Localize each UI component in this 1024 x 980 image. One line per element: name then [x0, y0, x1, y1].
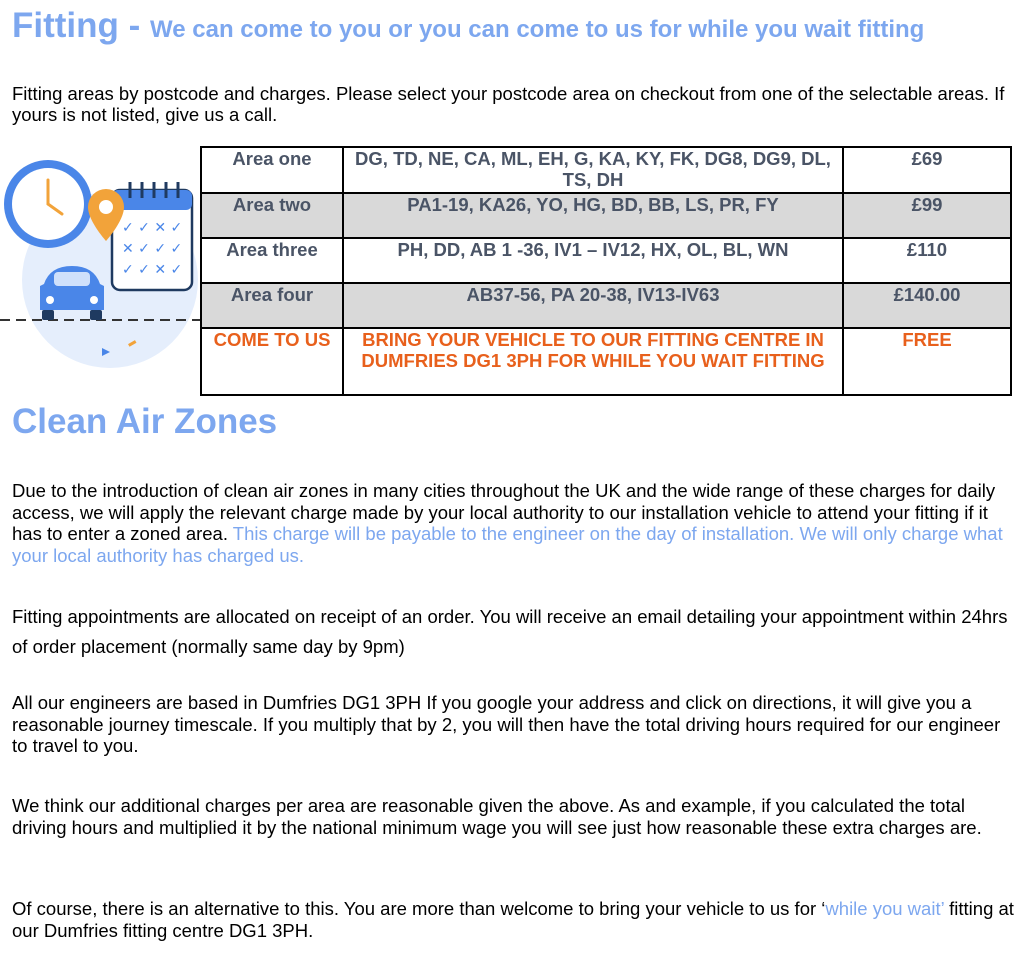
clean-air-paragraph [12, 480, 1018, 566]
area-postcodes: AB37-56, PA 20-38, IV13-IV63 [343, 283, 843, 328]
area-postcodes: BRING YOUR VEHICLE TO OUR FITTING CENTRE IN DUMFRIES DG1 3PH FOR WHILE YOU WAIT FITTING [343, 328, 843, 395]
alternative-text-end: fitting at our Dumfries fitting centre DG1 3PH. [12, 898, 1014, 941]
area-price: £99 [843, 193, 1011, 238]
area-price: £110 [843, 238, 1011, 283]
table-row [201, 238, 1011, 283]
area-price: FREE [843, 328, 1011, 395]
quote-mark: ‘ [821, 898, 826, 919]
table-row [201, 328, 1011, 395]
engineers-paragraph: All our engineers are based in Dumfries DG1 3PH If you google your address and click on directions, it will give you a reasonable journey timescale. If you multiply that by 2, you will then have the total driving hours required for our engineer to travel to you. [12, 692, 1001, 756]
alternative-text: Of course, there is an alternative to this. You are more than welcome to bring your vehicle to us for [12, 898, 822, 919]
calendar-icon [112, 182, 192, 290]
table-row [201, 283, 1011, 328]
area-name: Area two [201, 193, 343, 238]
area-name: Area four [201, 283, 343, 328]
clock-icon [4, 160, 92, 248]
calendar-clock-car-illustration [0, 152, 200, 377]
table-row [201, 193, 1011, 238]
while-you-wait-highlight: while you wait’ [825, 898, 945, 919]
page-subtitle: We can come to you or you can come to us for while you wait fitting [150, 16, 925, 43]
clean-air-text: Due to the introduction of clean air zones in many cities throughout the UK and the wide range of these charges for daily access, we will apply the relevant charge made by your local authority to our installation vehicle to attend your fitting if it has to enter a zoned area. [12, 480, 996, 544]
area-name: Area one [201, 147, 343, 193]
area-price: £140.00 [843, 283, 1011, 328]
fitting-areas-table [200, 146, 1012, 396]
table-row [201, 147, 1011, 193]
svg-text:✕ ✓ ✓ ✓: ✕ ✓ ✓ ✓ [122, 241, 183, 257]
clean-air-zones-heading: Clean Air Zones [12, 402, 278, 441]
clean-air-highlight: This charge will be payable to the engineer on the day of installation. We will only charge what your local authority has charged us. [12, 523, 1003, 566]
charges-paragraph: We think our additional charges per area are reasonable given the above. As and example, if you calculated the total driving hours and multiplied it by the national minimum wage you will see just how reasonable these extra charges are. [12, 795, 982, 838]
page-title-main: Fitting - [12, 6, 141, 45]
area-postcodes: PH, DD, AB 1 -36, IV1 – IV12, HX, OL, BL, WN [343, 238, 843, 283]
area-postcodes: PA1-19, KA26, YO, HG, BD, BB, LS, PR, FY [343, 193, 843, 238]
area-name: COME TO US [201, 328, 343, 395]
intro-text: Fitting areas by postcode and charges. Please select your postcode area on checkout from one of the selectable areas. If yours is not listed, give us a call. [12, 83, 1005, 125]
page-title [12, 6, 924, 46]
svg-text:✓ ✓ ✕ ✓: ✓ ✓ ✕ ✓ [122, 262, 183, 278]
area-name: Area three [201, 238, 343, 283]
area-price: £69 [843, 147, 1011, 193]
svg-text:✓ ✓ ✕ ✓: ✓ ✓ ✕ ✓ [122, 220, 183, 236]
illustration-svg [0, 152, 200, 377]
area-postcodes: DG, TD, NE, CA, ML, EH, G, KA, KY, FK, DG8, DG9, DL, TS, DH [343, 147, 843, 193]
appointments-paragraph: Fitting appointments are allocated on receipt of an order. You will receive an email detailing your appointment within 24hrs of order placement (normally same day by 9pm) [12, 606, 1008, 657]
alternative-paragraph [12, 898, 1018, 941]
